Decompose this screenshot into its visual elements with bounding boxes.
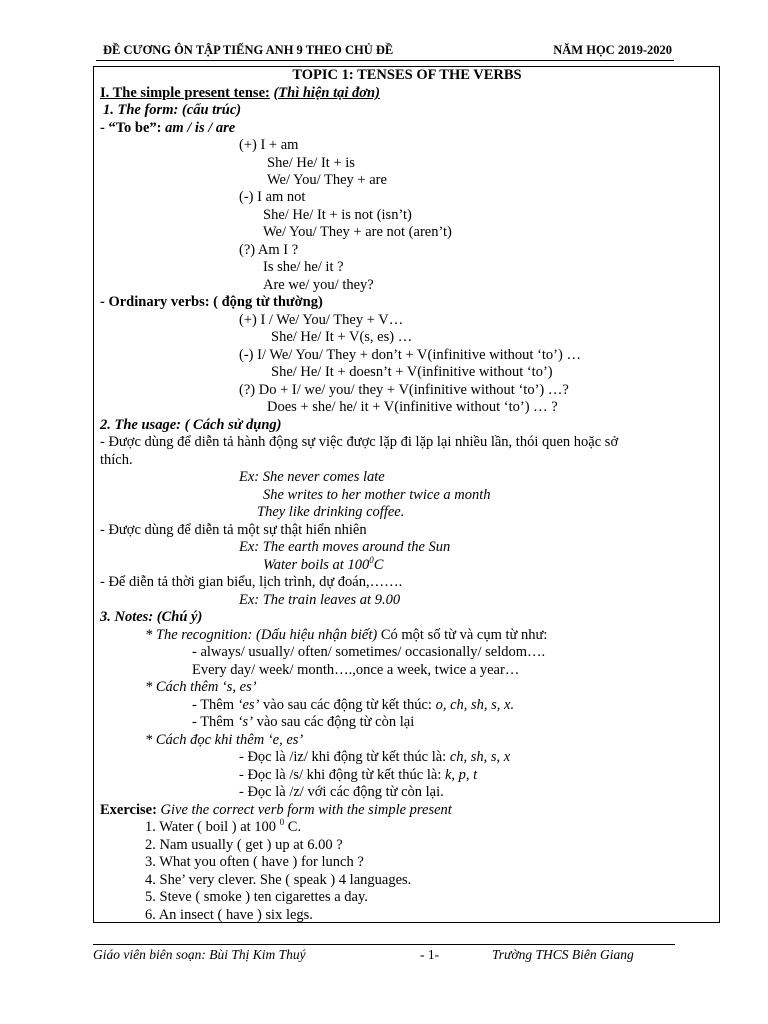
rule-text: - Đọc là /iz/ khi động từ kết thúc là:: [239, 749, 450, 765]
exercise-text: 1. Water ( boil ) at 100: [145, 819, 280, 835]
add-rule-line: [192, 714, 414, 732]
section-heading-text: I. The simple present tense:: [100, 85, 270, 101]
to-be-line: (+) I + am: [239, 137, 299, 153]
example-text: Water boils at 100: [263, 557, 370, 573]
usage-line: thích.: [100, 452, 133, 468]
section-heading: [100, 85, 380, 103]
exercise-instruction: Give the correct verb form with the simple present: [156, 802, 452, 818]
rule-endings: ch, sh, s, x: [449, 749, 511, 765]
exercise-text: C.: [284, 819, 302, 835]
exercise-label: Exercise:: [100, 802, 157, 818]
to-be-line: (-) I am not: [239, 189, 306, 205]
example-label: Ex: [239, 539, 255, 555]
exercise-item: 3. What you often ( have ) for lunch ?: [145, 854, 364, 870]
pronunciation-line: [239, 749, 510, 767]
to-be-heading: [100, 120, 235, 138]
usage-line: - Được dùng để diễn tả hành động sự việc được lặp đi lặp lại nhiều lần, thói quen hoặc sở: [100, 434, 619, 450]
header-document-title: ĐỀ CƯƠNG ÔN TẬP TIẾNG ANH 9 THEO CHỦ ĐỀ: [103, 43, 394, 57]
pronunciation-line: [239, 767, 477, 785]
example-line: Ex: She never comes late: [239, 469, 385, 485]
section-heading-vi: (Thì hiện tại đơn): [273, 85, 380, 101]
rule-text: - Thêm: [192, 697, 238, 713]
to-be-line: Is she/ he/ it ?: [263, 259, 344, 275]
usage-heading: 2. The usage: ( Cách sử dụng): [100, 417, 282, 433]
exercise-item: 2. Nam usually ( get ) up at 6.00 ?: [145, 837, 343, 853]
add-s-es-heading: * Cách thêm ‘s, es’: [145, 679, 257, 695]
footer-divider: [93, 944, 675, 945]
recognition-line: [145, 627, 547, 645]
rule-suffix: ‘s’: [237, 714, 253, 730]
example-line: [239, 539, 450, 557]
to-be-line: We/ You/ They + are not (aren’t): [263, 224, 452, 240]
ordinary-verbs-heading: - Ordinary verbs: ( động từ thường): [100, 294, 323, 310]
to-be-line: She/ He/ It + is not (isn’t): [263, 207, 412, 223]
page-number: - 1-: [420, 947, 440, 962]
form-heading: 1. The form: (cấu trúc): [103, 102, 242, 118]
recognition-label: * The recognition: (Dấu hiệu nhận biết): [145, 627, 378, 643]
ordinary-verb-line: She/ He/ It + doesn’t + V(infinitive without ‘to’): [271, 364, 553, 380]
notes-heading: 3. Notes: (Chú ý): [100, 609, 203, 625]
example-line: She writes to her mother twice a month: [263, 487, 491, 503]
add-rule-line: [192, 697, 514, 715]
example-line: Ex: The train leaves at 9.00: [239, 592, 401, 608]
rule-text: - Đọc là /s/ khi động từ kết thúc là:: [239, 767, 445, 783]
topic-title: TOPIC 1: TENSES OF THE VERBS: [292, 67, 522, 83]
exercise-item: 6. An insect ( have ) six legs.: [145, 907, 313, 923]
to-be-forms: am / is / are: [165, 120, 236, 136]
recognition-text: Có một số từ và cụm từ như:: [377, 627, 548, 643]
page-header: [103, 43, 672, 59]
pronunciation-line: - Đọc là /z/ với các động từ còn lại.: [239, 784, 444, 800]
exercise-item: 5. Steve ( smoke ) ten cigarettes a day.: [145, 889, 368, 905]
rule-text: vào sau các động từ còn lại: [252, 714, 415, 730]
footer-teacher: Giáo viên biên soạn: Bùi Thị Kim Thuý: [93, 947, 306, 962]
usage-line: - Được dùng để diễn tả một sự thật hiển nhiên: [100, 522, 367, 538]
header-divider: [96, 60, 674, 61]
rule-endings: o, ch, sh, s, x.: [435, 697, 515, 713]
example-text: : The earth moves around the Sun: [254, 539, 451, 555]
pronunciation-heading: * Cách đọc khi thêm ‘e, es’: [145, 732, 304, 748]
signal-words-line: - always/ usually/ often/ sometimes/ occasionally/ seldom….: [192, 644, 546, 660]
ordinary-verb-line: (?) Do + I/ we/ you/ they + V(infinitive without ‘to’) …?: [239, 382, 569, 398]
exercise-item: 4. She’ very clever. She ( speak ) 4 languages.: [145, 872, 412, 888]
usage-line: - Để diễn tả thời gian biểu, lịch trình, dự đoán,…….: [100, 574, 403, 590]
footer-school: Trường THCS Biên Giang: [492, 947, 634, 962]
ordinary-verb-line: Does + she/ he/ it + V(infinitive without ‘to’) … ?: [267, 399, 558, 415]
to-be-line: We/ You/ They + are: [267, 172, 387, 188]
to-be-label: - “To be”:: [100, 120, 162, 136]
ordinary-verb-line: (+) I / We/ You/ They + V…: [239, 312, 404, 328]
example-line: [263, 557, 383, 575]
rule-endings: k, p, t: [445, 767, 478, 783]
ordinary-verb-line: She/ He/ It + V(s, es) …: [271, 329, 413, 345]
ordinary-verb-line: (-) I/ We/ You/ They + don’t + V(infinitive without ‘to’) …: [239, 347, 581, 363]
degree-superscript: 0: [279, 817, 285, 828]
rule-text: vào sau các động từ kết thúc:: [259, 697, 436, 713]
exercise-heading: [100, 802, 452, 820]
to-be-line: She/ He/ It + is: [267, 155, 355, 171]
rule-text: - Thêm: [192, 714, 238, 730]
to-be-line: Are we/ you/ they?: [263, 277, 374, 293]
to-be-line: (?) Am I ?: [239, 242, 299, 258]
degree-superscript: 0: [369, 555, 374, 566]
example-unit: C: [373, 557, 384, 573]
header-school-year: NĂM HỌC 2019-2020: [553, 43, 672, 57]
example-line: They like drinking coffee.: [257, 504, 405, 520]
exercise-item: [145, 819, 301, 837]
rule-suffix: ‘es’: [237, 697, 260, 713]
signal-words-line: Every day/ week/ month….,once a week, twice a year…: [192, 662, 520, 678]
